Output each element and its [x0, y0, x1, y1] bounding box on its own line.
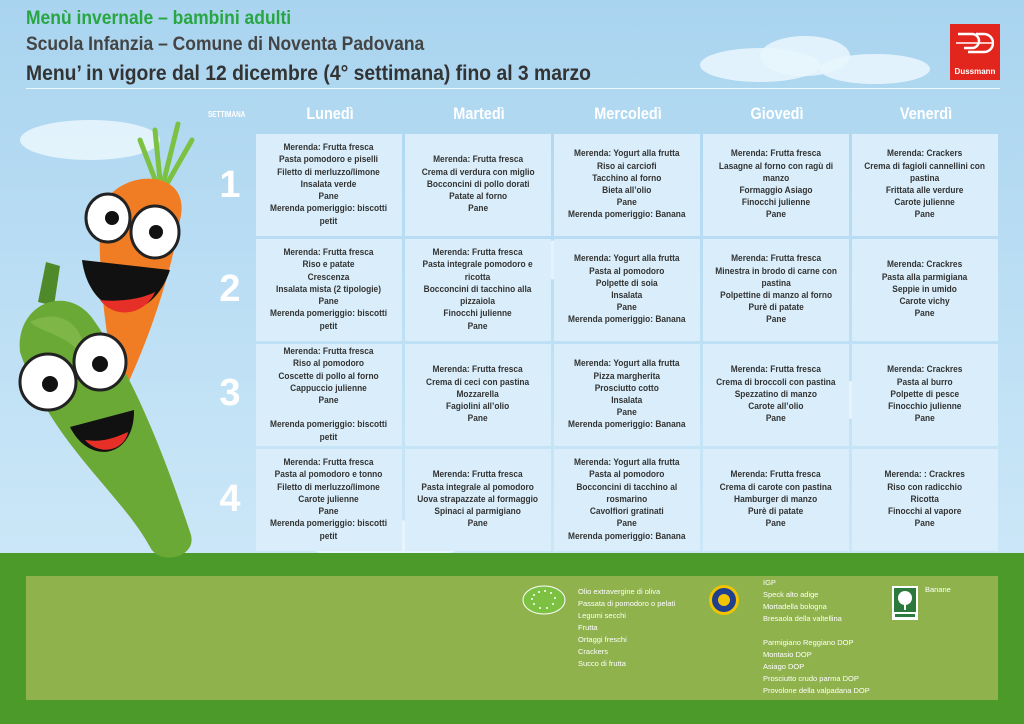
meal-text: Merenda: Crackres Pasta alla parmigiana Seppie in umido Carote vichy Pane — [882, 259, 968, 320]
fairtrade-products-list: Banane — [925, 585, 951, 594]
week-number: 1 — [219, 164, 241, 206]
menu-cell — [554, 449, 700, 551]
meal-text: Merenda: Frutta fresca Pasta integrale al pomodoro Uova strapazzate al formaggio Spinaci al parmigiano Pane — [417, 469, 539, 530]
igp-products-list: IGP Speck alto adige Mortadella bologna Bresaola della valtellina — [763, 578, 842, 623]
meal-text: Merenda: Frutta fresca Pasta integrale pomodoro e ricotta Bocconcini di tacchino alla pizzaiola Finocchi julienne Pane — [422, 247, 534, 332]
meal-text: Merenda: Frutta fresca Crema di ceci con pastina Mozzarella Fagiolini all’olio Pane — [426, 364, 530, 425]
igp-seal-icon — [708, 584, 740, 616]
meal-text: Merenda: Yogurt alla frutta Pasta al pomodoro Polpette di soia Insalata Pane Merenda pomeriggio: Banana — [568, 253, 686, 326]
week-number: 2 — [219, 268, 241, 310]
day-header-tuesday: Martedì — [453, 104, 505, 123]
menu-cell — [554, 134, 700, 236]
meal-text: Merenda: : Crackres Riso con radicchio Ricotta Finocchi al vapore Pane — [884, 469, 966, 530]
validity-period: Menu’ in vigore dal 12 dicembre (4° settimana) fino al 3 marzo — [26, 62, 591, 85]
menu-cell — [256, 239, 402, 341]
dop-products-list: Parmigiano Reggiano DOP Montasio DOP Asiago DOP Prosciutto crudo parma DOP Provolone della valpadana DOP — [763, 638, 870, 695]
fairtrade-tree-icon — [892, 586, 918, 620]
menu-title: Menù invernale – bambini adulti — [26, 8, 292, 29]
cloud — [820, 54, 930, 84]
menu-cell — [256, 344, 402, 446]
eu-organic-leaf-icon — [522, 585, 566, 615]
meal-text: Merenda: Crackres Pasta al burro Polpette di pesce Finocchio julienne Pane — [887, 364, 963, 425]
menu-cell — [852, 449, 998, 551]
dussmann-logo-mark — [956, 30, 994, 56]
meal-text: Merenda: Yogurt alla frutta Riso ai carciofi Tacchino al forno Bieta all’olio Pane Merenda pomeriggio: Banana — [568, 148, 686, 221]
week-column-label: SETTIMANA — [208, 110, 246, 119]
dussmann-logo — [950, 24, 1000, 80]
menu-cell — [405, 239, 551, 341]
menu-cell — [703, 344, 849, 446]
day-header-monday: Lunedì — [306, 104, 354, 123]
meal-text: Merenda: Frutta fresca Pasta pomodoro e piselli Filetto di merluzzo/limone Insalata verde Pane Merenda pomeriggio: biscotti petit — [270, 142, 388, 227]
menu-cell — [554, 239, 700, 341]
meal-text: Merenda: Yogurt alla frutta Pizza margherita Prosciutto cotto Insalata Pane Merenda pomeriggio: Banana — [568, 358, 686, 431]
brand-name: Dussmann — [954, 67, 996, 76]
menu-cell — [703, 134, 849, 236]
header-divider — [26, 88, 1000, 89]
meal-text: Merenda: Frutta fresca Crema di broccoli con pastina Spezzatino di manzo Carote all’olio Pane — [716, 364, 836, 425]
meal-text: Merenda: Frutta fresca Lasagne al forno con ragù di manzo Formaggio Asiago Finocchi julienne Pane — [718, 148, 834, 221]
organic-products-list: Olio extravergine di oliva Passata di pomodoro o pelati Legumi secchi Frutta Ortaggi freschi Crackers Succo di frutta — [578, 587, 676, 668]
menu-cell — [703, 239, 849, 341]
menu-cell — [852, 239, 998, 341]
meal-text: Merenda: Frutta fresca Riso e patate Crescenza Insalata mista (2 tipologie) Pane Merenda pomeriggio: biscotti petit — [270, 247, 388, 332]
week-number: 4 — [219, 478, 241, 520]
day-header-wednesday: Mercoledì — [594, 104, 662, 123]
meal-text: Merenda: Frutta fresca Minestra in brodo di carne con pastina Polpettine di manzo al forno Purè di patate Pane — [715, 253, 837, 326]
meal-text: Merenda: Crackers Crema di fagioli cannellini con pastina Frittata alle verdure Carote julienne Pane — [864, 148, 986, 221]
menu-cell — [405, 134, 551, 236]
menu-cell — [852, 134, 998, 236]
meal-text: Merenda: Frutta fresca Crema di carote con pastina Hamburger di manzo Purè di patate Pane — [720, 469, 832, 530]
menu-cell — [405, 449, 551, 551]
menu-cell — [256, 449, 402, 551]
menu-cell — [554, 344, 700, 446]
menu-cell — [703, 449, 849, 551]
school-subtitle: Scuola Infanzia – Comune di Noventa Padovana — [26, 34, 425, 55]
day-header-friday: Venerdì — [899, 104, 953, 123]
zucchini-mascot — [10, 262, 210, 562]
meal-text: Merenda: Yogurt alla frutta Pasta al pomodoro Bocconcini di tacchino al rosmarino Cavolfiori gratinati Pane Merenda pomeriggio: Banana — [568, 457, 686, 542]
menu-cell — [852, 344, 998, 446]
meal-text: Merenda: Frutta fresca Riso al pomodoro Coscette di pollo al forno Cappuccio julienne Pane Merenda pomeriggio: biscotti petit — [270, 346, 388, 443]
week-number: 3 — [219, 372, 241, 414]
meal-text: Merenda: Frutta fresca Pasta al pomodoro e tonno Filetto di merluzzo/limone Carote julienne Pane Merenda pomeriggio: biscotti petit — [270, 457, 388, 542]
menu-cell — [256, 134, 402, 236]
menu-cell — [405, 344, 551, 446]
meal-text: Merenda: Frutta fresca Crema di verdura con miglio Bocconcini di pollo dorati Patate al forno Pane — [421, 154, 535, 215]
day-header-thursday: Giovedì — [750, 104, 804, 123]
